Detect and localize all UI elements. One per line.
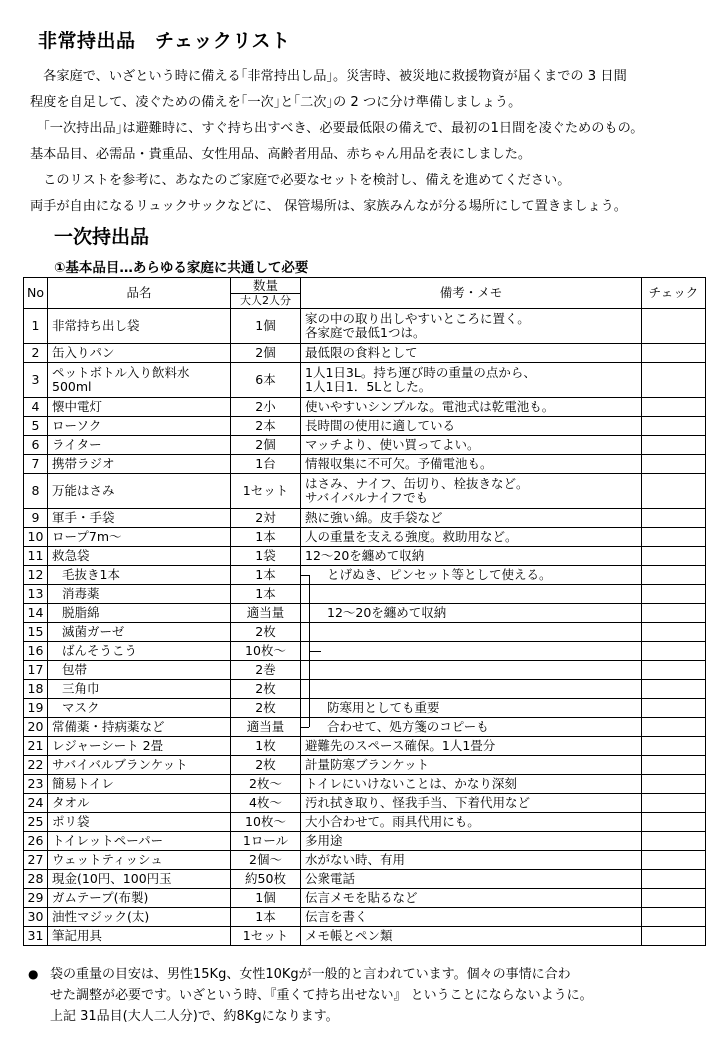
table-row xyxy=(24,566,706,585)
row-no: 10 xyxy=(24,528,48,547)
row-memo xyxy=(301,623,642,642)
row-qty: 1本 xyxy=(231,528,301,547)
row-name: サバイバルブランケット xyxy=(48,756,231,775)
row-memo: 1人1日3L。持ち運び時の重量の点から、 1人1日1．5Lとした。 xyxy=(301,363,642,398)
row-memo: 伝言を書く xyxy=(301,908,642,927)
row-check[interactable] xyxy=(642,585,706,604)
row-name: ガムテープ(布製) xyxy=(48,889,231,908)
table-row xyxy=(24,344,706,363)
row-qty: 2巻 xyxy=(231,661,301,680)
note-line xyxy=(28,964,708,985)
table-row xyxy=(24,870,706,889)
row-memo xyxy=(301,642,642,661)
header-memo: 備考・メモ xyxy=(301,278,642,309)
row-name: 油性マジック(太) xyxy=(48,908,231,927)
table-row xyxy=(24,680,706,699)
row-memo: メモ帳とペン類 xyxy=(301,927,642,946)
table-row xyxy=(24,547,706,566)
row-qty: 4枚～ xyxy=(231,794,301,813)
row-no: 19 xyxy=(24,699,48,718)
header-name: 品名 xyxy=(48,278,231,309)
row-no: 29 xyxy=(24,889,48,908)
row-memo: 最低限の食料として xyxy=(301,344,642,363)
row-qty: 6本 xyxy=(231,363,301,398)
row-name: マスク xyxy=(48,699,231,718)
row-check[interactable] xyxy=(642,474,706,509)
row-no: 2 xyxy=(24,344,48,363)
row-qty: 1個 xyxy=(231,309,301,344)
row-no: 11 xyxy=(24,547,48,566)
page-title: 非常持出品 チェックリスト xyxy=(38,30,291,52)
row-memo: 伝言メモを貼るなど xyxy=(301,889,642,908)
row-check[interactable] xyxy=(642,344,706,363)
row-name: 非常持ち出し袋 xyxy=(48,309,231,344)
row-name: 常備薬・持病薬など xyxy=(48,718,231,737)
row-name: ライター xyxy=(48,436,231,455)
row-name: 救急袋 xyxy=(48,547,231,566)
row-name: 万能はさみ xyxy=(48,474,231,509)
header-check: チェック xyxy=(642,278,706,309)
row-qty: 適当量 xyxy=(231,718,301,737)
row-no: 13 xyxy=(24,585,48,604)
section-title: 一次持出品 xyxy=(54,226,150,248)
row-qty: 1セット xyxy=(231,927,301,946)
row-no: 7 xyxy=(24,455,48,474)
intro-line: このリストを参考に、あなたのご家庭で必要なセットを検討し、備えを進めてください。 xyxy=(30,173,571,188)
row-qty: 1ロール xyxy=(231,832,301,851)
row-no: 1 xyxy=(24,309,48,344)
row-memo: はさみ、ナイフ、缶切り、栓抜きなど。 サバイバルナイフでも xyxy=(301,474,642,509)
row-no: 23 xyxy=(24,775,48,794)
row-no: 8 xyxy=(24,474,48,509)
header-no: No xyxy=(24,278,48,309)
table-header-row xyxy=(24,278,706,309)
table-row xyxy=(24,661,706,680)
table-row xyxy=(24,585,706,604)
notes xyxy=(28,964,708,1027)
row-check[interactable] xyxy=(642,436,706,455)
table-row xyxy=(24,851,706,870)
row-check[interactable] xyxy=(642,680,706,699)
row-check[interactable] xyxy=(642,604,706,623)
row-check[interactable] xyxy=(642,737,706,756)
row-qty: 10枚～ xyxy=(231,813,301,832)
row-name: 缶入りパン xyxy=(48,344,231,363)
row-no: 14 xyxy=(24,604,48,623)
table-row xyxy=(24,309,706,344)
row-memo: 熱に強い綿。皮手袋など xyxy=(301,509,642,528)
row-qty: 2枚 xyxy=(231,699,301,718)
row-no: 17 xyxy=(24,661,48,680)
row-memo xyxy=(301,680,642,699)
row-check[interactable] xyxy=(642,832,706,851)
table-row xyxy=(24,528,706,547)
checklist-table xyxy=(23,277,706,946)
row-memo: トイレにいけないことは、かなり深刻 xyxy=(301,775,642,794)
row-name: ばんそうこう xyxy=(48,642,231,661)
row-memo: 計量防寒ブランケット xyxy=(301,756,642,775)
row-check[interactable] xyxy=(642,566,706,585)
row-name: ポリ袋 xyxy=(48,813,231,832)
row-name: 消毒薬 xyxy=(48,585,231,604)
row-check[interactable] xyxy=(642,363,706,398)
row-qty: 2枚 xyxy=(231,756,301,775)
row-qty: 1個 xyxy=(231,889,301,908)
row-memo: 避難先のスペース確保。1人1畳分 xyxy=(301,737,642,756)
row-memo: 公衆電話 xyxy=(301,870,642,889)
row-no: 6 xyxy=(24,436,48,455)
table-row xyxy=(24,699,706,718)
row-name: 滅菌ガーゼ xyxy=(48,623,231,642)
row-name: 簡易トイレ xyxy=(48,775,231,794)
row-memo: とげぬき、ピンセット等として使える。 xyxy=(301,566,642,585)
row-check[interactable] xyxy=(642,455,706,474)
table-row xyxy=(24,436,706,455)
table-row xyxy=(24,642,706,661)
row-name: ローソク xyxy=(48,417,231,436)
row-check[interactable] xyxy=(642,908,706,927)
row-no: 12 xyxy=(24,566,48,585)
row-qty: 2本 xyxy=(231,417,301,436)
row-qty: 2枚 xyxy=(231,623,301,642)
table-row xyxy=(24,737,706,756)
row-qty: 適当量 xyxy=(231,604,301,623)
row-name: ウェットティッシュ xyxy=(48,851,231,870)
row-check[interactable] xyxy=(642,794,706,813)
note-line xyxy=(28,985,708,1006)
row-memo: 合わせて、処方箋のコピーも xyxy=(301,718,642,737)
table-row xyxy=(24,927,706,946)
subsection-title: ①基本品目…あらゆる家庭に共通して必要 xyxy=(54,260,309,276)
intro-line: 両手が自由になるリュックサックなどに、 保管場所は、家族みんなが分る場所にして置きましょう。 xyxy=(30,199,627,214)
table-row xyxy=(24,398,706,417)
intro-line: 各家庭で、いざという時に備える｢非常持出し品｣。災害時、被災地に救援物資が届くまでの 3 日間 xyxy=(30,69,627,84)
row-memo: 汚れ拭き取り、怪我手当、下着代用など xyxy=(301,794,642,813)
row-qty: 1台 xyxy=(231,455,301,474)
header-qty-label: 数量 xyxy=(231,278,300,294)
table-row xyxy=(24,889,706,908)
row-no: 27 xyxy=(24,851,48,870)
row-memo: 大小合わせて。雨具代用にも。 xyxy=(301,813,642,832)
row-no: 18 xyxy=(24,680,48,699)
row-memo xyxy=(301,585,642,604)
row-check[interactable] xyxy=(642,547,706,566)
table-row xyxy=(24,363,706,398)
row-name: ロープ7m～ xyxy=(48,528,231,547)
row-memo: 12～20を纏めて収納 xyxy=(301,604,642,623)
row-memo xyxy=(301,661,642,680)
header-qty-sub: 大人2人分 xyxy=(240,294,291,307)
intro-line: 基本品目、必需品・貴重品、女性用品、高齢者用品、赤ちゃん用品を表にしました。 xyxy=(30,147,532,162)
row-no: 21 xyxy=(24,737,48,756)
row-check[interactable] xyxy=(642,718,706,737)
row-check[interactable] xyxy=(642,509,706,528)
row-check[interactable] xyxy=(642,642,706,661)
row-check[interactable] xyxy=(642,699,706,718)
row-name: トイレットペーパー xyxy=(48,832,231,851)
row-no: 15 xyxy=(24,623,48,642)
row-memo: 人の重量を支える強度。救助用など。 xyxy=(301,528,642,547)
row-no: 24 xyxy=(24,794,48,813)
row-name: 毛抜き1本 xyxy=(48,566,231,585)
row-check[interactable] xyxy=(642,870,706,889)
row-qty: 10枚～ xyxy=(231,642,301,661)
row-name: 懐中電灯 xyxy=(48,398,231,417)
row-memo: 水がない時、有用 xyxy=(301,851,642,870)
bracket-cap-bottom xyxy=(301,727,309,728)
table-row xyxy=(24,718,706,737)
row-qty: 1本 xyxy=(231,908,301,927)
table-row xyxy=(24,623,706,642)
row-check[interactable] xyxy=(642,813,706,832)
row-check[interactable] xyxy=(642,851,706,870)
row-qty: 2個 xyxy=(231,436,301,455)
row-qty: 2対 xyxy=(231,509,301,528)
row-no: 9 xyxy=(24,509,48,528)
row-no: 3 xyxy=(24,363,48,398)
table-row xyxy=(24,813,706,832)
row-check[interactable] xyxy=(642,623,706,642)
row-no: 26 xyxy=(24,832,48,851)
row-no: 25 xyxy=(24,813,48,832)
row-qty: 2個 xyxy=(231,344,301,363)
table-row xyxy=(24,509,706,528)
table-row xyxy=(24,908,706,927)
row-no: 28 xyxy=(24,870,48,889)
header-qty xyxy=(231,278,301,309)
row-memo: 多用途 xyxy=(301,832,642,851)
row-check[interactable] xyxy=(642,775,706,794)
row-memo: 情報収集に不可欠。予備電池も。 xyxy=(301,455,642,474)
row-qty: 2小 xyxy=(231,398,301,417)
row-check[interactable] xyxy=(642,528,706,547)
row-qty: 1袋 xyxy=(231,547,301,566)
row-qty: 約50枚 xyxy=(231,870,301,889)
row-name: 携帯ラジオ xyxy=(48,455,231,474)
note-text: せた調整が必要です。いざという時、『重くて持ち出せない』 ということにならないように。 xyxy=(50,988,593,1003)
row-memo: マッチより、使い買ってよい。 xyxy=(301,436,642,455)
row-name: 包帯 xyxy=(48,661,231,680)
row-name: 脱脂綿 xyxy=(48,604,231,623)
table-row xyxy=(24,455,706,474)
note-line xyxy=(28,1006,708,1027)
intro-line: 程度を自足して、凌ぐための備えを｢一次｣と｢二次｣の 2 つに分け準備しましょう。 xyxy=(30,95,522,110)
row-check[interactable] xyxy=(642,398,706,417)
intro-line: ｢一次持出品｣は避難時に、すぐ持ち出すべき、必要最低限の備えで、最初の1日間を凌ぐためのもの。 xyxy=(30,121,644,136)
row-no: 16 xyxy=(24,642,48,661)
row-no: 20 xyxy=(24,718,48,737)
row-check[interactable] xyxy=(642,309,706,344)
table-row xyxy=(24,775,706,794)
table-row xyxy=(24,794,706,813)
row-memo: 長時間の使用に適している xyxy=(301,417,642,436)
row-qty: 2枚～ xyxy=(231,775,301,794)
row-name: 軍手・手袋 xyxy=(48,509,231,528)
bracket-mid xyxy=(309,651,321,652)
row-check[interactable] xyxy=(642,417,706,436)
row-name: タオル xyxy=(48,794,231,813)
row-no: 31 xyxy=(24,927,48,946)
row-no: 30 xyxy=(24,908,48,927)
row-no: 4 xyxy=(24,398,48,417)
row-name: 三角巾 xyxy=(48,680,231,699)
table-row xyxy=(24,474,706,509)
row-name: 現金(10円、100円玉 xyxy=(48,870,231,889)
table-row xyxy=(24,417,706,436)
row-no: 22 xyxy=(24,756,48,775)
row-memo: 家の中の取り出しやすいところに置く。 各家庭で最低1つは。 xyxy=(301,309,642,344)
row-name: ペットボトル入り飲料水 500ml xyxy=(48,363,231,398)
row-qty: 2枚 xyxy=(231,680,301,699)
row-qty: 1本 xyxy=(231,566,301,585)
table-body xyxy=(24,309,706,946)
intro-paragraph xyxy=(30,64,725,220)
row-check[interactable] xyxy=(642,889,706,908)
bullet-icon: ● xyxy=(28,967,39,981)
row-qty: 1本 xyxy=(231,585,301,604)
row-check[interactable] xyxy=(642,756,706,775)
row-memo: 使いやすいシンプルな。電池式は乾電池も。 xyxy=(301,398,642,417)
row-check[interactable] xyxy=(642,661,706,680)
row-memo: 12～20を纏めて収納 xyxy=(301,547,642,566)
table-row xyxy=(24,832,706,851)
row-check[interactable] xyxy=(642,927,706,946)
note-text: 上記 31品目(大人二人分)で、約8Kgになります。 xyxy=(50,1009,339,1024)
row-qty: 1枚 xyxy=(231,737,301,756)
table-row xyxy=(24,604,706,623)
row-memo: 防寒用としても重要 xyxy=(301,699,642,718)
row-qty: 2個～ xyxy=(231,851,301,870)
row-no: 5 xyxy=(24,417,48,436)
row-name: レジャーシート 2畳 xyxy=(48,737,231,756)
row-qty: 1セット xyxy=(231,474,301,509)
note-text: 袋の重量の目安は、男性15Kg、女性10Kgが一般的と言われています。個々の事情に合わ xyxy=(50,967,571,982)
row-name: 筆記用具 xyxy=(48,927,231,946)
bracket-cap-top xyxy=(301,575,309,576)
table-row xyxy=(24,756,706,775)
